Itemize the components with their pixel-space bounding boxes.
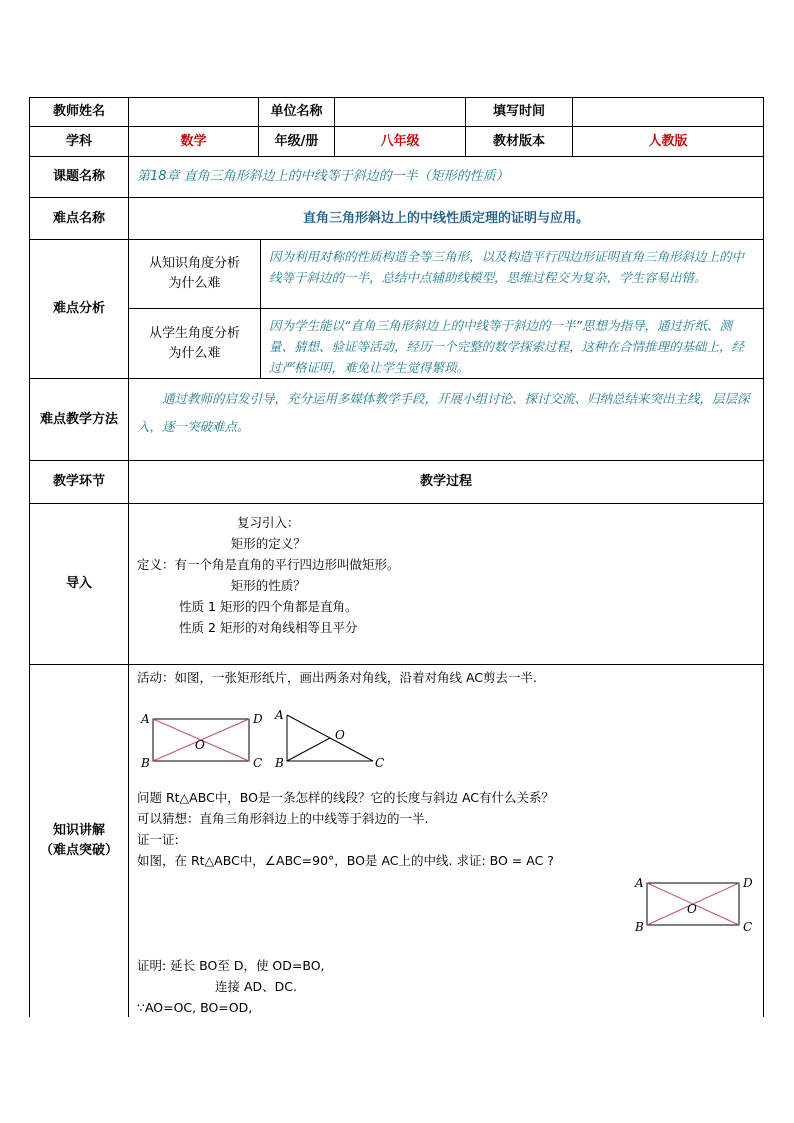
teaching-stage-header: 教学环节 [29, 460, 129, 504]
fill-date-value[interactable] [572, 97, 764, 127]
intro-label: 导入 [29, 503, 129, 665]
label-b: B [141, 756, 150, 770]
rectangle-figure [137, 709, 267, 771]
teacher-name-value[interactable] [128, 97, 259, 127]
proof-line-3: ∵AO=OC, BO=OD, [137, 1000, 253, 1015]
label-b: B [635, 920, 644, 934]
lesson-title-value: 第18章 直角三角形斜边上的中线等于斜边的一半（矩形的性质） [128, 156, 764, 198]
teaching-method-text: 通过教师的启发引导，充分运用多媒体教学手段，开展小组讨论、探讨交流、归纳总结来突出主线，层层深入，逐一突破难点。 [128, 378, 764, 461]
knowledge-angle-text: 因为利用对称的性质构造全等三角形，以及构造平行四边形证明直角三角形斜边上的中线等于斜边的一半，总结中点辅助线模型，思维过程交为复杂，学生容易出错。 [260, 239, 764, 309]
teacher-name-label: 教师姓名 [29, 97, 129, 127]
teaching-process-header: 教学过程 [128, 460, 764, 504]
label-c: C [375, 756, 385, 770]
difficulty-analysis-label: 难点分析 [29, 239, 129, 379]
intro-line: 性质 2 矩形的对角线相等且平分 [179, 620, 358, 635]
label-o: O [195, 738, 205, 752]
prove-statement: 如图，在 Rt△ABC中，∠ABC=90°，BO是 AC上的中线. 求证: BO = AC ? [137, 853, 554, 868]
label-a: A [275, 709, 284, 722]
intro-line: 定义：有一个角是直角的平行四边形叫做矩形。 [137, 557, 400, 572]
proof-line-2: 连接 AD、DC. [215, 979, 297, 994]
subject-label: 学科 [29, 126, 129, 157]
label-o: O [687, 902, 697, 916]
label-a: A [141, 712, 150, 726]
triangle-figure [273, 709, 393, 771]
label-d: D [253, 712, 263, 726]
unit-name-value[interactable] [334, 97, 466, 127]
difficulty-name-label: 难点名称 [29, 197, 129, 240]
activity-text: 活动：如图，一张矩形纸片，画出两条对角线，沿着对角线 AC剪去一半. [137, 670, 538, 685]
intro-line: 矩形的定义？ [230, 536, 306, 551]
lesson-title-label: 课题名称 [29, 156, 129, 198]
proof-line-1: 证明: 延长 BO至 D，使 OD=BO, [137, 958, 325, 973]
label-d: D [743, 876, 753, 890]
proof-rectangle-figure [631, 875, 761, 935]
student-angle-label: 从学生角度分析为什么难 [128, 308, 261, 379]
intro-line: 矩形的性质？ [230, 578, 306, 593]
textbook-label: 教材版本 [465, 126, 573, 157]
question-text: 问题 Rt△ABC中，BO是一条怎样的线段？它的长度与斜边 AC有什么关系？ [137, 790, 555, 805]
textbook-value: 人教版 [572, 126, 764, 157]
student-angle-text: 因为学生能以“直角三角形斜边上的中线等于斜边的一半”思想为指导，通过折纸、测量、猜想、验证等活动，经历一个完整的数学探索过程，这种在合情推理的基础上，经过严格证明，难免让学生觉得繁琐。 [260, 308, 764, 379]
knowledge-label [29, 664, 129, 1017]
knowledge-label-line2: （难点突破） [39, 843, 118, 858]
grade-value: 八年级 [334, 126, 466, 157]
knowledge-content [128, 664, 764, 1017]
fill-date-label: 填写时间 [465, 97, 573, 127]
grade-label: 年级/册 [258, 126, 335, 157]
label-o: O [335, 728, 345, 742]
label-b: B [275, 756, 284, 770]
teaching-method-label: 难点教学方法 [29, 378, 129, 461]
intro-content [128, 503, 764, 665]
prove-title: 证一证: [137, 832, 179, 847]
label-a: A [635, 876, 644, 890]
label-c: C [253, 756, 263, 770]
subject-value: 数学 [128, 126, 259, 157]
unit-name-label: 单位名称 [258, 97, 335, 127]
intro-line: 性质 1 矩形的四个角都是直角。 [179, 599, 358, 614]
intro-line: 复习引入： [237, 515, 300, 530]
lesson-plan-table [29, 97, 764, 1017]
intro-lines [137, 512, 400, 638]
median-bo [287, 738, 330, 761]
knowledge-angle-label: 从知识角度分析为什么难 [128, 239, 261, 309]
guess-text: 可以猜想：直角三角形斜边上的中线等于斜边的一半. [137, 811, 429, 826]
difficulty-name-value: 直角三角形斜边上的中线性质定理的证明与应用。 [128, 197, 764, 240]
label-c: C [743, 920, 753, 934]
knowledge-label-line1: 知识讲解 [52, 823, 105, 838]
